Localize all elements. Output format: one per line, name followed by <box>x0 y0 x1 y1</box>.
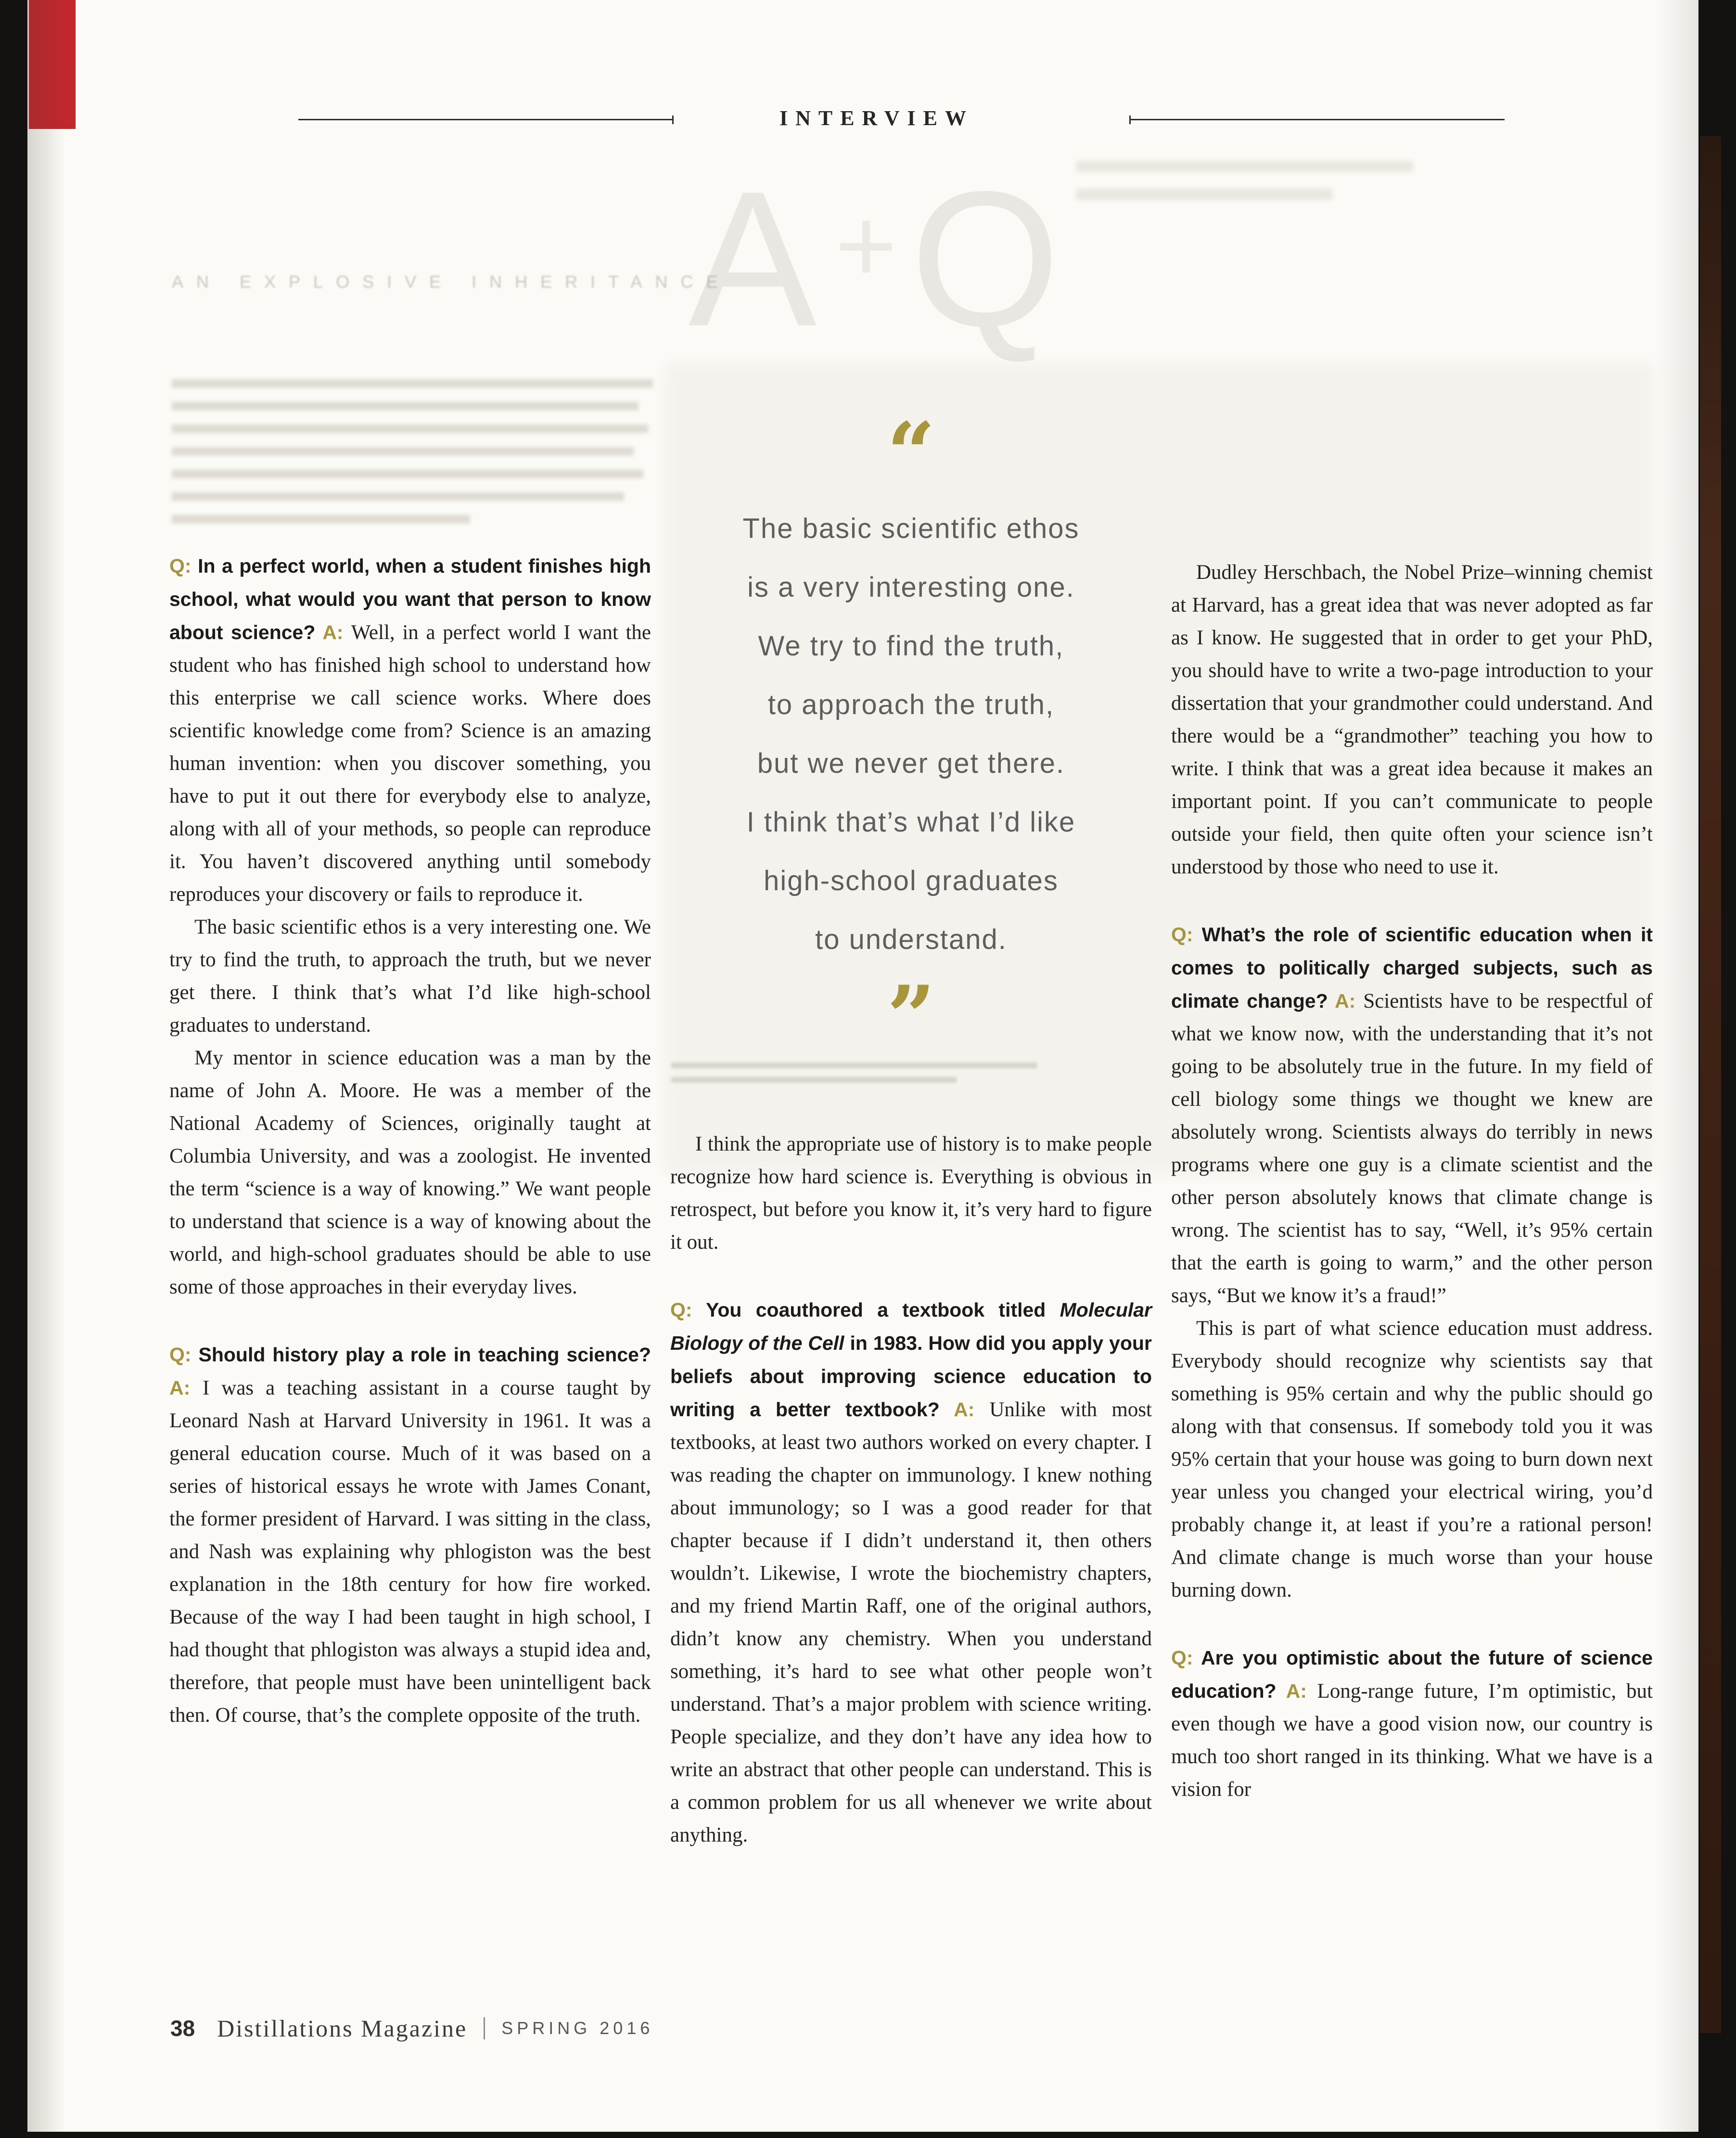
a-label: A: <box>1276 1680 1317 1702</box>
q-label: Q: <box>1171 923 1202 946</box>
pull-quote-line: The basic scientific ethos <box>742 513 1080 544</box>
qa-paragraph <box>169 550 651 911</box>
section-header: INTERVIEW <box>779 106 974 130</box>
body-paragraph: The basic scientific ethos is a very interesting one. We try to find the truth, to approach the truth, but we never get there. I think that’s what I’d like high-school graduates to understand. <box>169 916 651 1037</box>
answer-text: Well, in a perfect world I want the student who has finished high school to understand how this enterprise we call science works. Where does scientific knowledge come from? Science is an amazing human invention: when you discover something, you have to put it out there for everybody else to analyze, along with all of your methods, so people can reproduce it. You haven’t discovered anything until somebody reproduces your discovery or fails to reproduce it. <box>169 621 651 906</box>
question-text: In a perfect world, when a student finishes high school, what would you want that person to know about science? <box>169 555 651 643</box>
qa-paragraph <box>670 1293 1152 1852</box>
qa-paragraph <box>1171 918 1653 1312</box>
adjacent-page-edge <box>1700 136 1721 2033</box>
question-text: What’s the role of scientific education when it comes to politically charged subjects, such as climate change? <box>1171 923 1653 1012</box>
pull-quote-line: is a very interesting one. <box>747 572 1075 603</box>
question-text: Should history play a role in teaching science? <box>198 1344 651 1366</box>
question-text: You coauthored a textbook titled <box>706 1299 1060 1321</box>
watermark-letter-a: A <box>688 151 822 366</box>
question-text: Are you optimistic about the future of science education? <box>1171 1647 1653 1702</box>
body-paragraph: Dudley Herschbach, the Nobel Prize–winning chemist at Harvard, has a great idea that was never adopted as far as I know. He suggested that in order to get your PhD, you should have to write a two-page introduction to your dissertation that your grandmother could understand. And there would be a “grandmother” teaching you how to write. I think that was a great idea because it makes an important point. If you can’t communicate to people outside your field, then quite often your science isn’t understood by those who need to use it. <box>1171 561 1653 878</box>
qa-paragraph <box>1171 1641 1653 1806</box>
answer-text: Long-range future, I’m optimistic, but even though we have a good vision now, our country is much too short ranged in its thinking. What we have is a vision for <box>1171 1680 1653 1801</box>
watermark-plus-icon: + <box>835 186 897 305</box>
pull-quote <box>670 404 1152 1066</box>
answer-text: Unlike with most textbooks, at least two authors worked on every chapter. I was reading the chapter on immunology. I knew nothing about immunology; so I was a good reader for that chapter because if I didn’t understand it, then others wouldn’t. Likewise, I wrote the biochemistry chapters, and my friend Martin Raff, one of the original authors, didn’t know any chemistry. When you understand something, it’s hard to see what other people won’t understand. That’s a major problem with science writing. People specialize, and they don’t have any idea how to write an abstract that other people can understand. This is a common problem for us all whenever we write about anything. <box>670 1398 1152 1846</box>
a-label: A: <box>939 1398 990 1421</box>
open-quote-icon: “ <box>887 404 935 503</box>
watermark-letter-q: Q <box>910 151 1065 366</box>
text-column-2 <box>670 404 1152 1852</box>
footer-separator <box>484 2017 485 2039</box>
q-label: Q: <box>169 1344 199 1366</box>
body-paragraph: This is part of what science education must address. Everybody should recognize why scientists say that something is 95% certain and why the public should go along with that consensus. If somebody told you it was 95% certain that your house was going to burn down next year unless you changed your electrical wiring, you’d probably change it, at least if you’re a rational person! And climate change is much worse than your house burning down. <box>1171 1317 1653 1601</box>
text-column-3 <box>1171 556 1653 1806</box>
pull-quote-line: to approach the truth, <box>767 689 1055 720</box>
red-accent-strip <box>29 0 76 129</box>
article-columns <box>169 0 1654 1852</box>
answer-text: Scientists have to be respectful of what we know now, with the understanding that it’s not going to be absolutely true in the future. In my field of cell biology some things we thought we knew are absolutely wrong. Scientists always do terribly in news programs where one guy is a climate scientist and the other person absolutely knows that climate change is wrong. The scientist has to say, “Well, it’s 95% certain that the earth is going to warm,” and the other person says, “But we know it’s a fraud!” <box>1171 990 1653 1307</box>
a-label: A: <box>315 621 351 643</box>
page-number: 38 <box>170 2016 195 2041</box>
pull-quote-line: I think that’s what I’d like <box>746 807 1076 838</box>
pull-quote-line: high-school graduates <box>764 865 1059 896</box>
body-paragraph: I think the appropriate use of history is to make people recognize how hard science is. Everything is obvious in retrospect, but before you know it, it’s very hard to figure it out. <box>670 1133 1152 1254</box>
question-text: in 1983. How did you apply your beliefs about improving science education to writing a better textbook? <box>670 1332 1152 1421</box>
pull-quote-line: We try to find the truth, <box>758 630 1064 662</box>
text-column-1 <box>169 550 651 1732</box>
q-label: Q: <box>670 1299 706 1321</box>
pull-quote-line: to understand. <box>815 924 1007 955</box>
answer-text: I was a teaching assistant in a course taught by Leonard Nash at Harvard University in 1961. It was a general education course. Much of it was based on a series of historical essays he wrote with James Conant, the former president of Harvard. I was sitting in the class, and Nash was explaining why phlogiston was the best explanation in the 18th century for how fire worked. Because of the way I had been taught in high school, I had thought that phlogiston was always a stupid idea and, therefore, that people must have been unintelligent back then. Of course, that’s the complete opposite of the truth. <box>169 1377 651 1727</box>
a-label: A: <box>169 1377 203 1399</box>
issue-label: SPRING 2016 <box>501 2018 654 2038</box>
pull-quote-line: but we never get there. <box>757 748 1065 779</box>
close-quote-icon: ” <box>887 968 935 1066</box>
qa-paragraph <box>169 1338 651 1732</box>
a-label: A: <box>1328 990 1364 1012</box>
page-footer <box>170 2014 653 2042</box>
q-label: Q: <box>169 555 198 577</box>
question-text: Molecular Biology of the Cell <box>670 1299 1152 1354</box>
q-label: Q: <box>1171 1647 1201 1669</box>
magazine-name: Distillations Magazine <box>217 2015 468 2042</box>
magazine-page <box>27 0 1698 2132</box>
ghost-headline: AN EXPLOSIVE INHERITANCE <box>172 272 731 292</box>
body-paragraph: My mentor in science education was a man by the name of John A. Moore. He was a member of the National Academy of Sciences, originally taught at Columbia University, and was a zoologist. He invented the term “science is a way of knowing.” We want people to understand that science is a way of knowing about the world, and high-school graduates should be able to use some of those approaches in their everyday lives. <box>169 1047 651 1298</box>
